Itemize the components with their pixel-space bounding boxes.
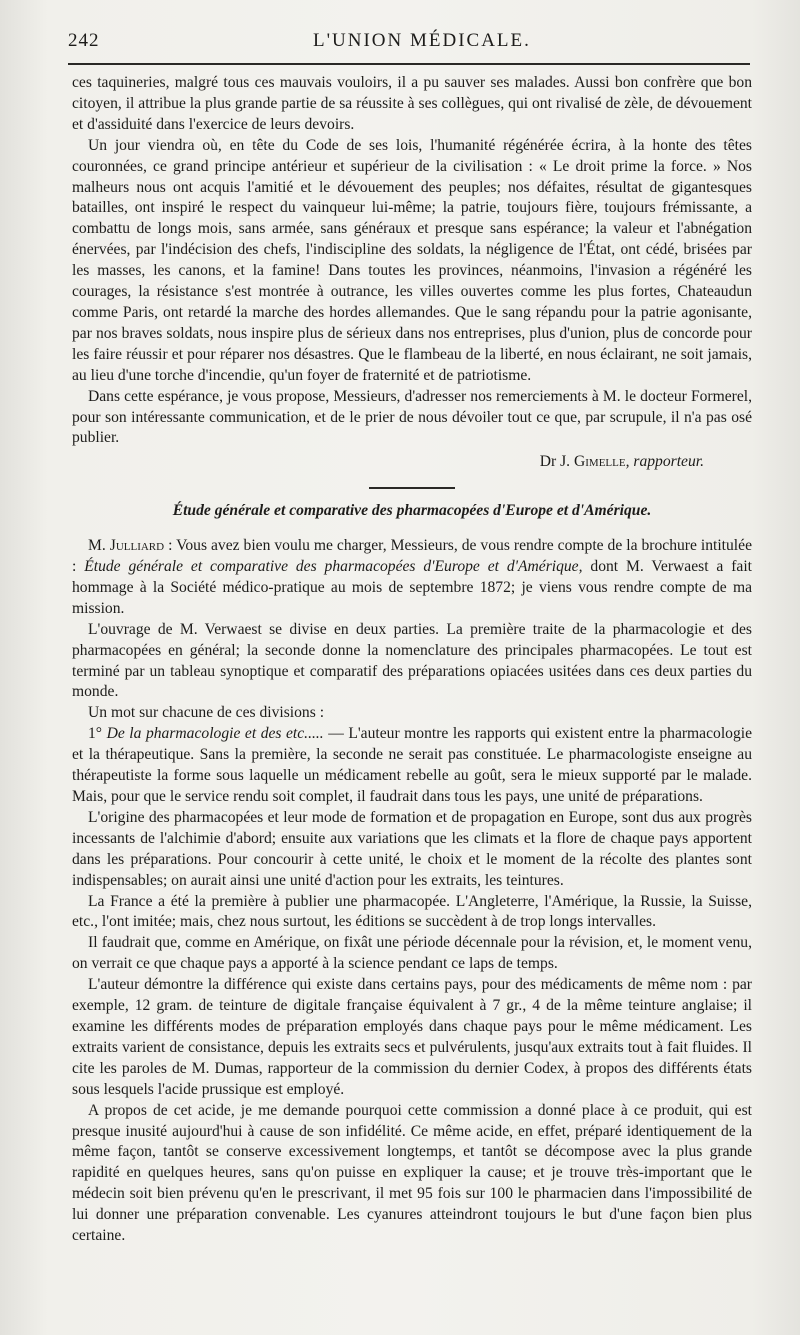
item-number: 1° [88, 725, 107, 743]
signature-prefix: Dr J. [539, 453, 574, 471]
signature-name: Gimelle [573, 453, 626, 471]
paragraph: L'ouvrage de M. Verwaest se divise en deux parties. La première traite de la pharmacologie et des pharmacopées en général; la seconde donne la nomenclature des principales pharmacopées. Le tout est terminé par un tableau synoptique et comparatif des préparations opiacées usitées dans ces deux parties du monde. [72, 620, 752, 701]
page-number: 242 [68, 30, 100, 51]
paragraph: Il faudrait que, comme en Amérique, on fixât une période décennale pour la révision, et, le moment venu, on verrait ce que chaque pays a apporté à la science pendant ce laps de temps. [72, 934, 752, 973]
paragraph: L'auteur démontre la différence qui existe dans certains pays, pour des médicaments de même nom : par exemple, 12 gram. de teinture de digitale française équivalent à 7 gr., 4 de la même teinture anglaise; il examine les différents modes de préparation employés dans chaque pays pour le même médicament. Les extraits varient de consistance, depuis les extraits secs et pulvérulents, jusqu'aux extraits tout à fait fluides. Il cite les paroles de M. Dumas, rapporteur de la commission du dernier Codex, à propos des différents états sous lesquels l'acide prussique est employé. [72, 976, 752, 1098]
paragraph-text: — L'auteur montre les rapports qui existent entre la pharmacologie et la thérapeutique. Sans la première, la seconde ne serait pas constituée. Le pharmacologiste enseigne au thérapeutiste la forme sous laquelle un médicament rebelle au goût, sera le mieux supporté par le malade. Mais, pour que le service rendu soit complet, il faudrait dans tous les pays, une unité de préparations. [72, 725, 753, 805]
signature [72, 452, 704, 473]
paragraph: ces taquineries, malgré tous ces mauvais vouloirs, il a pu sauver ses malades. Aussi bon confrère que bon citoyen, il attribue la plus grande partie de sa réussite à ses collègues, qui ont rivalisé de zèle, de dévouement et d'assiduité dans l'exercice de leurs devoirs. [72, 74, 752, 133]
report-author: M. Julliard [88, 537, 165, 555]
header-rule [68, 63, 750, 65]
section-title: Étude générale et comparative des pharmacopées d'Europe et d'Amérique. [172, 502, 652, 520]
paragraph: Dans cette espérance, je vous propose, Messieurs, d'adresser nos remerciements à M. le docteur Formerel, pour son intéressante communication, et de le prier de nous dévoiler tout ce que, par scrupule, il n'a pas osé publier. [72, 387, 752, 447]
brochure-title: Étude générale et comparative des pharmacopées d'Europe et d'Amérique, [84, 558, 583, 576]
paragraph: Un jour viendra où, en tête du Code de ses lois, l'humanité régénérée écrira, à la honte des têtes couronnées, ce grand principe antérieur et supérieur de la civilisation : « Le droit prime la force. » Nos malheurs nous ont acquis l'amitié et le dévouement des peuples; nos défaites, résultat de gigantesques batailles, ont inspiré le respect du vainqueur lui-même; la patrie, toujours fière, toujours frémissante, a combattu de longs mois, sans armée, sans généraux et presque sans espérance; la valeur et l'abnégation énervées, par l'indécision des chefs, l'indiscipline des soldats, la négligence de l'État, ont cédé, brisées par les masses, les canons, et la famine! Dans toutes les provinces, néanmoins, l'invasion a régénéré les courages, la résistance s'est montrée à outrance, les villes ouvertes comme les plus fortes, Chateaudun comme Paris, ont retardé la marche des hordes allemandes. Que le sang répandu pour la patrie agonisante, par nos braves soldats, nous inspire plus de sérieux dans nos entreprises, plus d'union, plus de concorde pour les faire réussir et pour réparer nos désastres. Que le flambeau de la liberté, en nous éclairant, ne soit jamais, au lieu d'une torche d'incendie, qu'un foyer de fraternité et de patriotisme. [72, 136, 752, 384]
paragraph-text: dont M. Verwaest a fait hommage à la Société médico-pratique au mois de septembre 1872; je viens vous rendre compte de ma mission. [72, 558, 752, 617]
section-divider [369, 487, 455, 489]
running-title: L'UNION MÉDICALE. [313, 30, 531, 51]
paragraph [72, 536, 752, 620]
item-heading: De la pharmacologie et des etc..... [106, 725, 324, 743]
paragraph: A propos de cet acide, je me demande pourquoi cette commission a donné place à ce produit, qui est presque inusité aujourd'hui à cause de son infidélité. Ce même acide, en effet, préparé identiquement de la même façon, tantôt se conserve excessivement longtemps, et tantôt se décompose avec la plus grande rapidité en quelques heures, sans qu'on puisse en expliquer la cause; et je trouve très-important que le médecin soit bien prévenu qu'en le prescrivant, il met 95 fois sur 100 le pharmacien dans l'impossibilité de lui donner une préparation convenable. Les cyanures atteindront toujours le but d'une façon bien plus certaine. [72, 1101, 752, 1245]
article-body [72, 73, 752, 1247]
signature-role: , rapporteur. [625, 453, 704, 471]
paragraph: Un mot sur chacune de ces divisions : [88, 704, 325, 722]
paragraph-text: : Vous avez bien voulu me charger, Messieurs, de vous rendre compte de la brochure intitulée : [72, 537, 752, 576]
paragraph: La France a été la première à publier une pharmacopée. L'Angleterre, l'Amérique, la Russie, la Suisse, etc., l'ont imitée; mais, chez nous surtout, les éditions se succèdent à de trop longs intervalles. [72, 892, 752, 931]
paragraph: L'origine des pharmacopées et leur mode de formation et de propagation en Europe, sont dus aux progrès incessants de l'alchimie d'abord; ensuite aux variations que les climats et la flore de chaque pays apportent dans les préparations. Pour concourir à cette unité, le choix et le moment de la récolte des plantes sont indispensables; on aurait ainsi une unité d'action pour les extraits, les teintures. [72, 808, 752, 889]
paragraph [72, 724, 752, 808]
